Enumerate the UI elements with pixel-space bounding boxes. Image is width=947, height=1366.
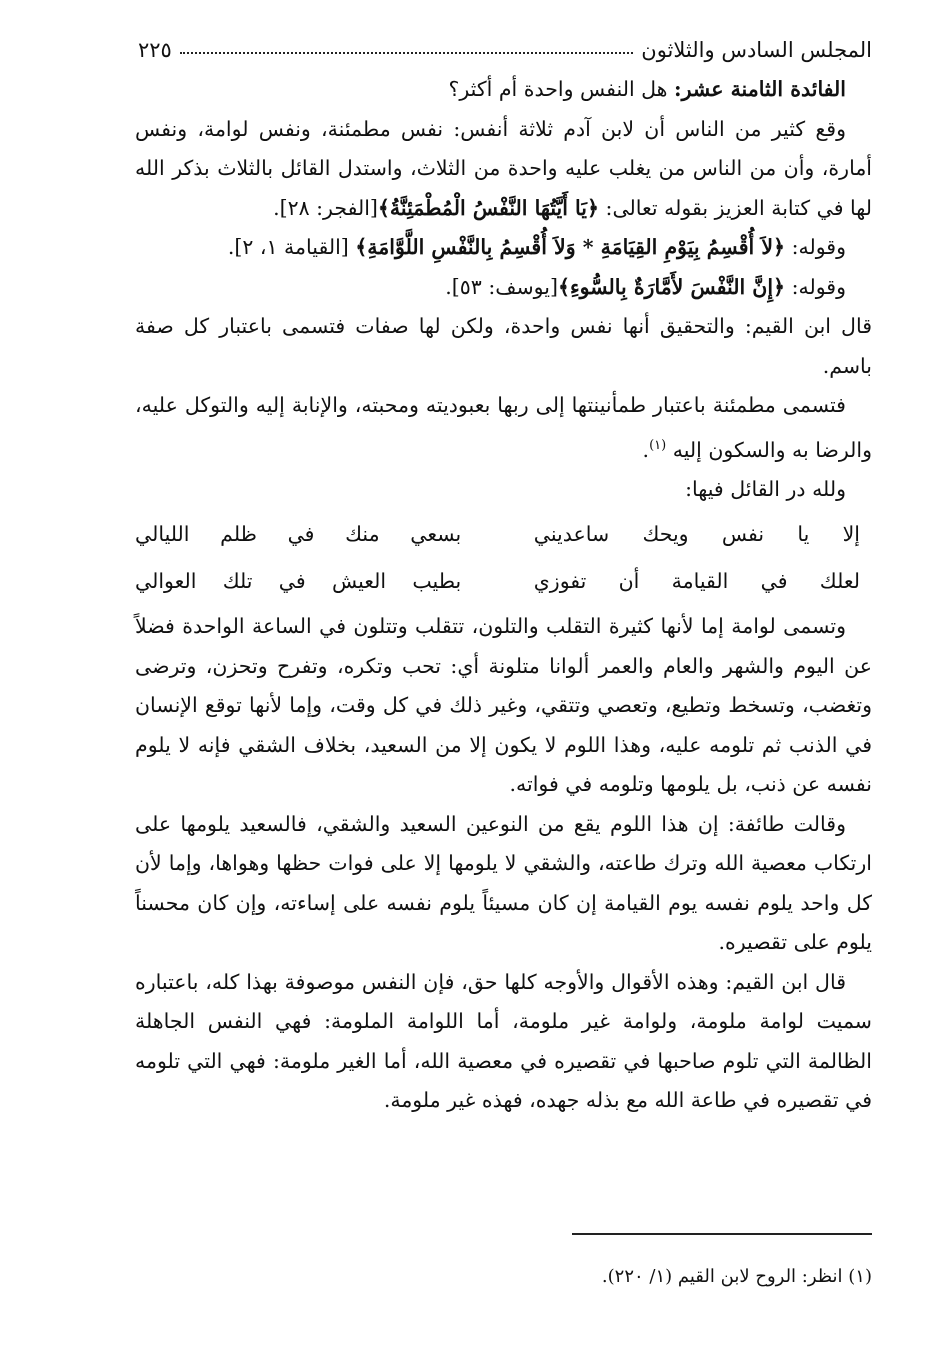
section-question: هل النفس واحدة أم أكثر؟ (448, 77, 668, 101)
footnote: (١) انظر: الروح لابن القيم (١/ ٢٢٠). (601, 1266, 872, 1287)
paragraph-4: قال ابن القيم: والتحقيق أنها نفس واحدة، ولكن لها صفات فتسمى باعتبار كل صفة باسم. (135, 314, 872, 378)
paragraph-1 (135, 110, 872, 229)
verse-hemistich-first: إلا يا نفس ويحك ساعديني (533, 522, 860, 547)
quran-quote: ﴿لاَ أُقْسِمُ بِيَوْمِ القِيَامَةِ * وَلاَ أُقْسِمُ بِالنَّفْسِ اللَّوَّامَةِ﴾ (355, 235, 786, 259)
running-header (138, 26, 872, 62)
footnote-divider (572, 1233, 872, 1235)
paragraph-5 (135, 386, 872, 470)
quran-reference: [القيامة ١، ٢]. (227, 235, 349, 259)
paragraph-text: وقوله: (785, 235, 846, 259)
section-heading: الفائدة الثامنة عشر: (674, 77, 846, 101)
page-number: ٢٢٥ (138, 38, 172, 62)
quran-quote: ﴿يَا أَيَّتُهَا النَّفْسُ الْمُطْمَئِنَّةُ﴾ (377, 195, 600, 220)
main-text (135, 70, 872, 1121)
paragraph-end: . (642, 437, 650, 462)
paragraph-7: وتسمى لوامة إما لأنها كثيرة التقلب والتلون، تتقلب وتتلون في الساعة الواحدة فضلاً عن اليوم والشهر والعام والعمر ألوانا متلونة أي: تحب وتكره، وتفرح وتحزن، وترضى وتغضب، وتسخط وتطيع، وتعصي وتتقي، وغير ذلك في كل وقت، وإما لأنها توقع الإنسان في الذنب ثم تلومه عليه، وهذا اللوم لا يكون إلا من السعيد، بخلاف الشقي فإنه لا يلوم نفسه عن ذنب، بل يلومها وتلومه في فواته. (135, 614, 872, 797)
footnote-marker[interactable]: (١) (649, 437, 667, 453)
verse-hemistich-second: بطيب العيش في تلك العوالي (135, 569, 462, 594)
paragraph-text: فتسمى مطمئنة باعتبار طمأنينتها إلى ربها بعبوديته ومحبته، والإنابة إليه والتوكل عليه، والرضا به والسكون إليه (135, 393, 872, 462)
quran-quote: ﴿إِنَّ النَّفْسَ لأَمَّارَةٌ بِالسُّوءِ﴾ (557, 274, 786, 299)
verse-hemistich-first: لعلك في القيامة أن تفوزي (533, 569, 860, 594)
paragraph-text: وقع كثير من الناس أن لابن آدم ثلاثة أنفس: نفس مطمئنة، ونفس لوامة، ونفس أمارة، وأن من الناس من يغلب عليه واحدة من الثلاث، واستدل القائل بالثلاث بذكر الله لها في كتابة العزيز بقوله تعالى: (135, 116, 872, 220)
paragraph-6: ولله در القائل فيها: (685, 476, 846, 501)
chapter-title: المجلس السادس والثلاثون (641, 38, 872, 62)
paragraph-3 (135, 268, 872, 308)
paragraph-text: وقوله: (785, 274, 846, 299)
quran-reference: [يوسف: ٥٣]. (445, 274, 558, 299)
quran-reference: [الفجر: ٢٨]. (273, 195, 378, 220)
verse-hemistich-second: بسعي منك في ظلم الليالي (135, 522, 462, 547)
paragraph-2 (135, 228, 872, 268)
poem-verse-1 (135, 513, 872, 556)
paragraph-9: قال ابن القيم: وهذه الأقوال والأوجه كلها حق، فإن النفس موصوفة بهذا كله، باعتباره سميت لوامة ملومة، ولوامة غير ملومة، أما اللوامة الملومة: فهي النفس الجاهلة الظالمة التي تلوم صاحبها في تقصيره في معصية الله، أما الغير ملومة: فهي التي تلومه في تقصيره في طاعة الله مع بذله جهده، فهذه غير ملومة. (135, 969, 872, 1113)
poem-verse-2 (135, 560, 872, 603)
dotted-leader (180, 52, 633, 54)
paragraph-8: وقالت طائفة: إن هذا اللوم يقع من النوعين السعيد والشقي، فالسعيد يلومها على ارتكاب معصية الله وترك طاعته، والشقي لا يلومها إلا على فوات حظها وهواها، وإما لأن كل واحد يلوم نفسه يوم القيامة إن كان مسيئاً يلوم نفسه على إساءته، وإن كان محسناً يلوم على تقصيره. (135, 811, 872, 955)
heading-paragraph (135, 70, 872, 110)
